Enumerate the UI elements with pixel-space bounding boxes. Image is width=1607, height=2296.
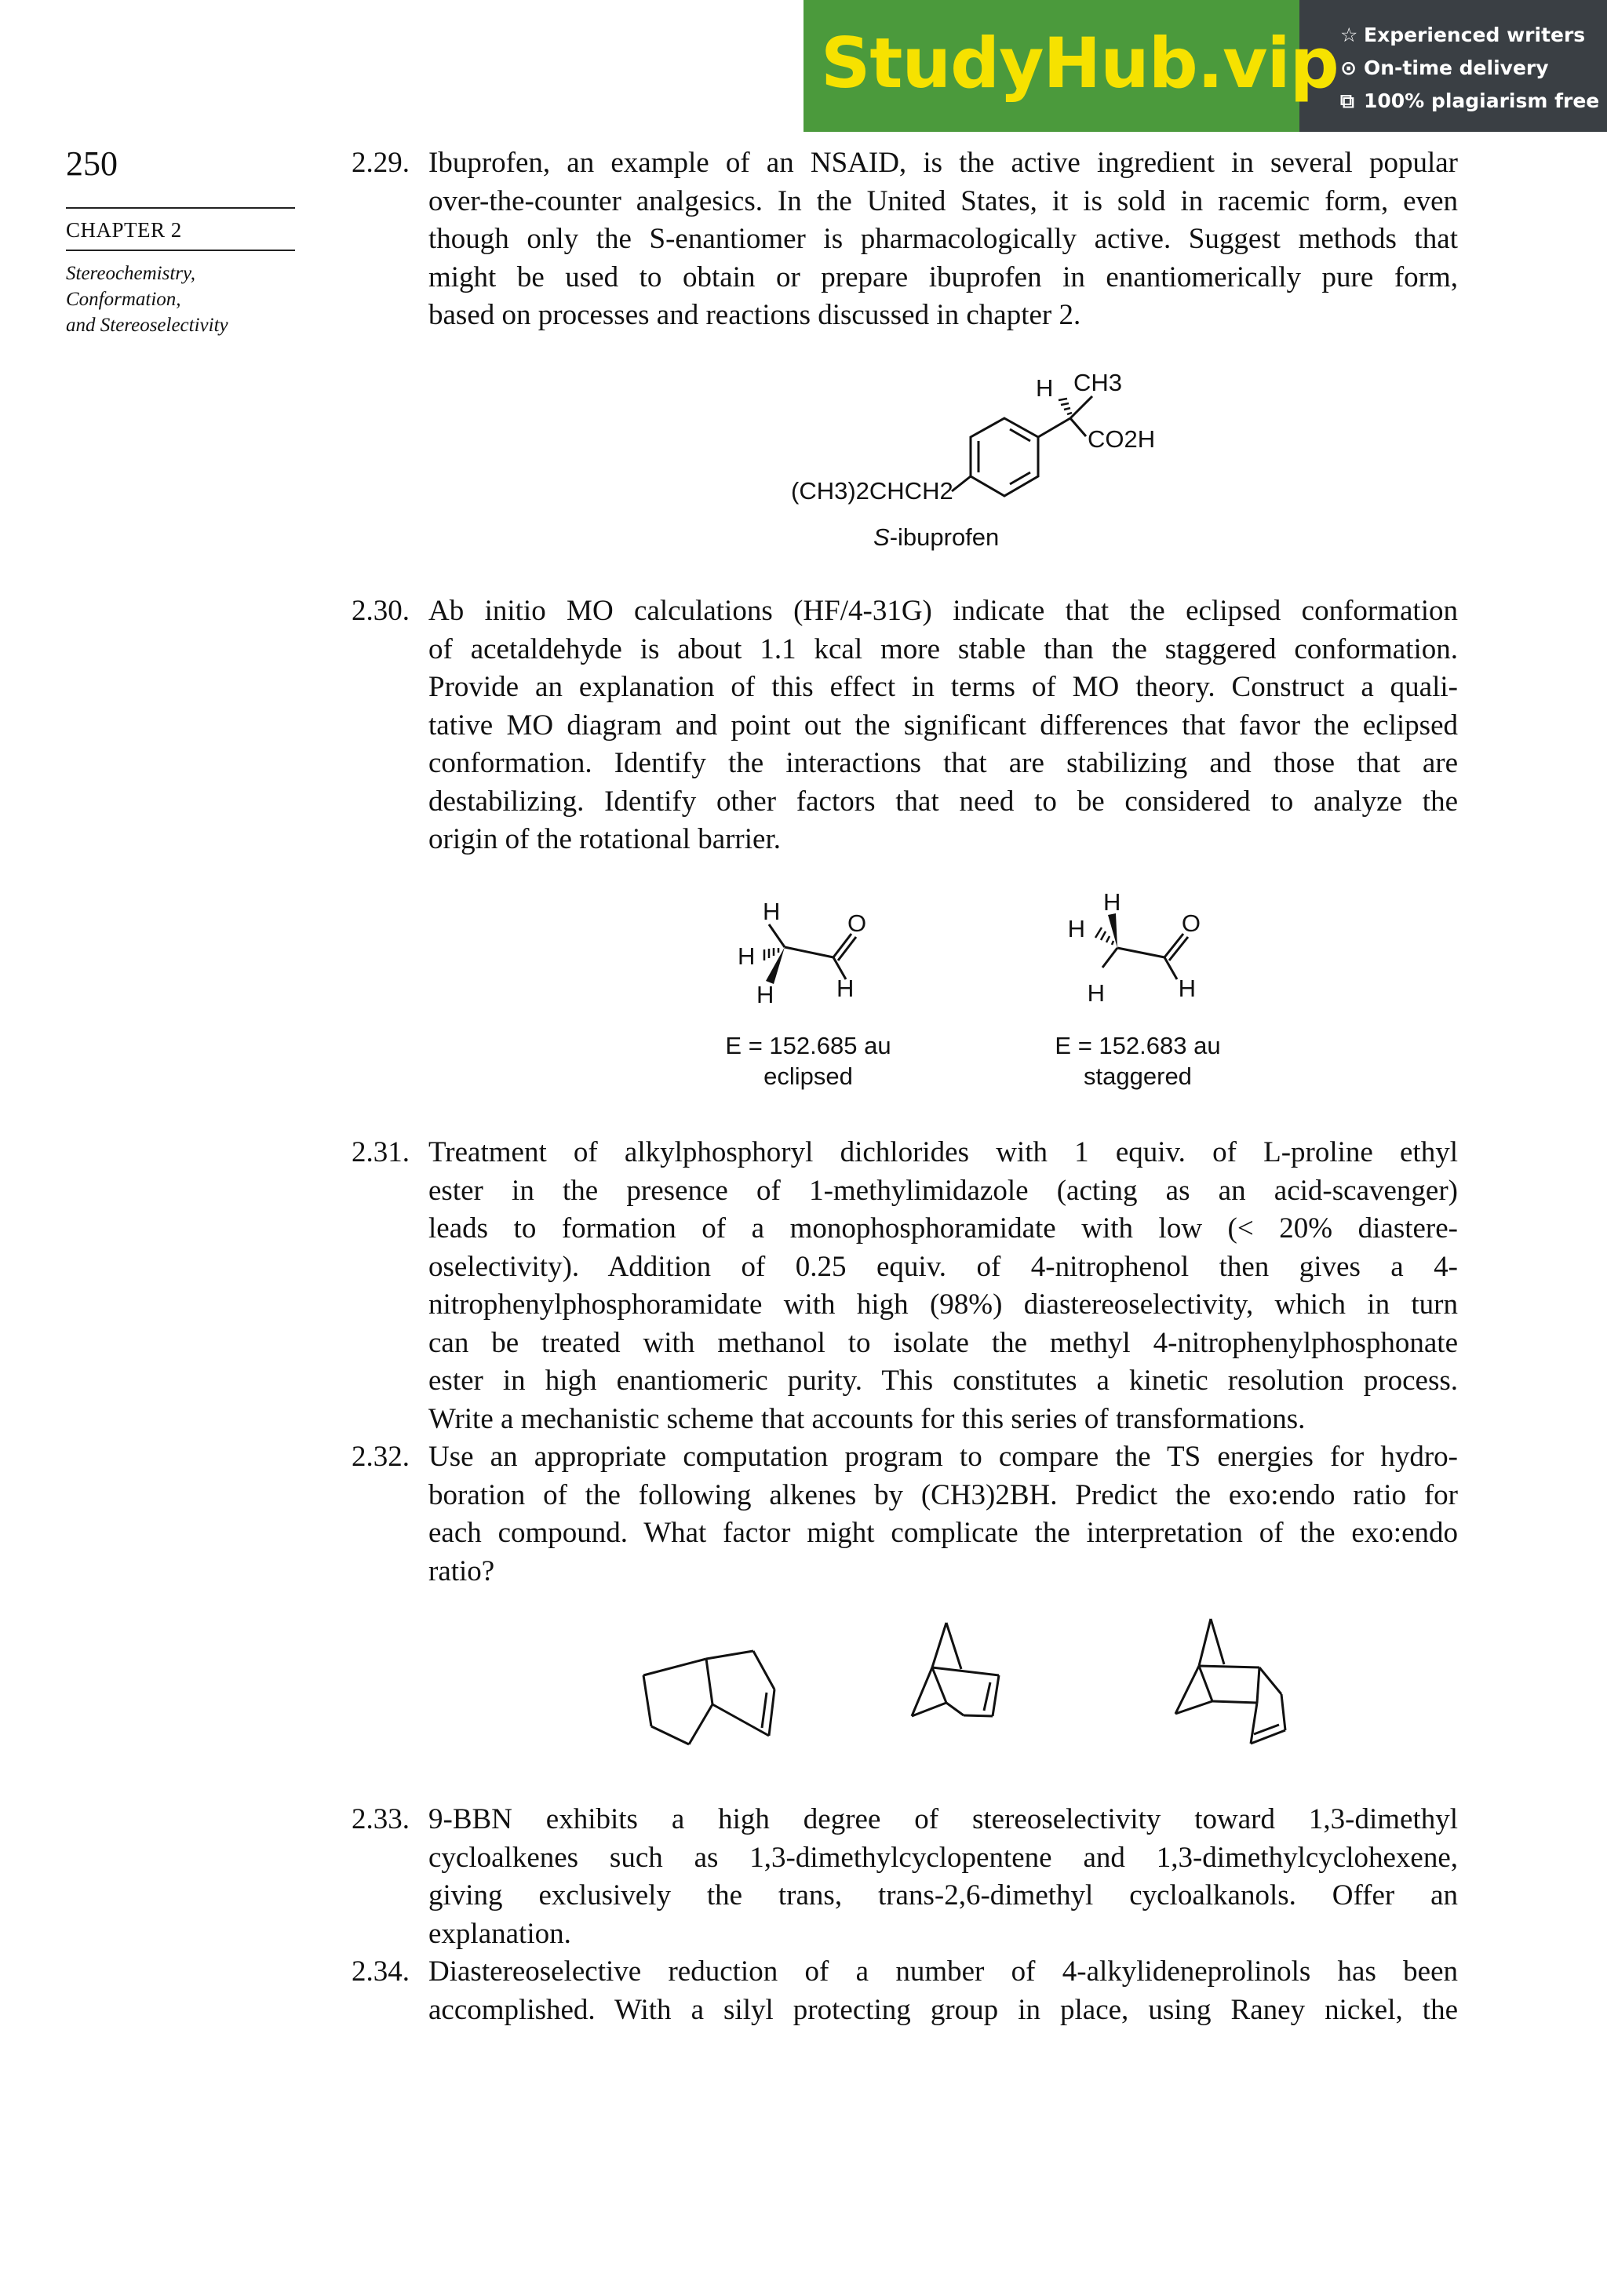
banner-feature-list xyxy=(1340,19,1599,118)
staggered-energy: E = 152.683 au xyxy=(1055,1032,1221,1059)
subtitle-line: Conformation, xyxy=(66,289,181,310)
problem-text: Treatment of alkylphosphoryl dichlorides with 1 equiv. of L-proline ethyl ester in the presence of 1-methylimidazole (acting as an acid-scavenger) leads to formation of a monophosphoramidate with low (< 20% diastere- oselectivity). Addition of 0.25 equiv. of 4-nitrophenol then gives a 4- nitrophenylphosphoramidate with high (98%) diastereoselectivity, which in turn can be treated with methanol to isolate the methyl 4-nitrophenylphosphonate ester in high enantiomeric purity. This constitutes a kinetic resolution process. Write a mechanistic scheme that accounts for this series of transformations. xyxy=(428,1136,1458,1435)
ibuprofen-co2h-label: CO2H xyxy=(1088,425,1156,453)
problem-text: 9-BBN exhibits a high degree of stereoselectivity toward 1,3-dimethyl cycloalkenes such as 1,3-dimethylcyclopentene and 1,3-dimethylcyclohexene, giving exclusively the trans, trans-2,6-dimethyl cycloalkanols. Offer an explanation. xyxy=(428,1803,1458,1950)
copy-icon: ⧉ xyxy=(1340,89,1354,112)
atom-o-label: O xyxy=(1181,909,1201,937)
atom-h-label: H xyxy=(763,898,781,925)
ibuprofen-h-label: H xyxy=(1036,374,1054,402)
problem-number: 2.33. xyxy=(352,1803,410,1835)
problem-text: Diastereoselective reduction of a number of 4-alkylideneprolinols has been accomplished. With a silyl protecting group in place, using Raney nickel, the xyxy=(428,1955,1458,2026)
dicyclopentadiene-structure xyxy=(1175,1619,1285,1744)
staggered-acetaldehyde-structure xyxy=(1036,887,1255,1099)
chapter-label: CHAPTER 2 xyxy=(66,218,182,242)
divider xyxy=(66,250,295,251)
ibuprofen-structure xyxy=(777,353,1185,565)
ibuprofen-caption: S-ibuprofen xyxy=(873,523,1000,551)
banner-feature: ⧉ 100% plagiarism free xyxy=(1340,85,1599,118)
ad-banner[interactable] xyxy=(804,0,1607,132)
banner-feature: ⊙ On-time delivery xyxy=(1340,52,1599,85)
problem-text: Use an appropriate computation program to compare the TS energies for hydro- boration of the following alkenes by (CH3)2BH. Predict the exo:endo ratio for each compound. What factor might complicate the interpretation of the exo:endo ratio? xyxy=(428,1441,1458,1587)
page-number: 250 xyxy=(66,144,118,183)
eclipsed-energy: E = 152.685 au xyxy=(725,1032,891,1059)
problem-number: 2.30. xyxy=(352,595,410,627)
chapter-subtitle xyxy=(66,261,228,338)
problem-number: 2.29. xyxy=(352,147,410,179)
atom-h-label: H xyxy=(1103,888,1121,916)
banner-logo: StudyHub.vip xyxy=(821,23,1339,104)
eclipsed-label: eclipsed xyxy=(763,1062,853,1090)
banner-feature: ☆ Experienced writers xyxy=(1340,19,1599,52)
problem-number: 2.32. xyxy=(352,1441,410,1473)
norbornene-structure xyxy=(912,1623,999,1716)
alkene-structures xyxy=(612,1593,1350,1781)
subtitle-line: and Stereoselectivity xyxy=(66,315,228,336)
problem-number: 2.34. xyxy=(352,1955,410,1988)
ibuprofen-chain-label: (CH3)2CHCH2 xyxy=(791,477,953,505)
star-icon: ☆ xyxy=(1340,24,1358,46)
atom-h-label: H xyxy=(1087,979,1105,1007)
bicyclooctene-structure xyxy=(643,1651,774,1744)
subtitle-line: Stereochemistry, xyxy=(66,263,196,284)
atom-h-label: H xyxy=(1067,915,1085,942)
banner-logo-panel xyxy=(804,0,1339,132)
eclipsed-acetaldehyde-structure xyxy=(706,887,926,1099)
problem-text: Ibuprofen, an example of an NSAID, is the active ingredient in several popular over-the-counter analgesics. In the United States, it is sold in racemic form, even though only the S-enantiomer is pharmacologically active. Suggest methods that might be used to obtain or prepare ibuprofen in enantiomerically pure form, based on processes and reactions discussed in chapter 2. xyxy=(428,147,1458,331)
atom-h-label: H xyxy=(1178,975,1196,1002)
atom-h-label: H xyxy=(836,975,855,1002)
clock-icon: ⊙ xyxy=(1340,56,1357,79)
problem-text: Ab initio MO calculations (HF/4-31G) indicate that the eclipsed conformation of acetaldehyde is about 1.1 kcal more stable than the staggered conformation. Provide an explanation of this effect in terms of MO theory. Construct a quali- tative MO diagram and point out the significant differences that favor the eclipsed conformation. Identify the interactions that are stabilizing and those that are destabilizing. Identify other factors that need to be considered to analyze the origin of the rotational barrier. xyxy=(428,595,1458,855)
staggered-label: staggered xyxy=(1084,1062,1192,1090)
problem-number: 2.31. xyxy=(352,1136,410,1168)
atom-h-label: H xyxy=(738,942,756,970)
atom-h-label: H xyxy=(756,981,774,1008)
atom-o-label: O xyxy=(847,909,867,937)
ibuprofen-ch3-label: CH3 xyxy=(1073,369,1123,396)
divider xyxy=(66,207,295,209)
